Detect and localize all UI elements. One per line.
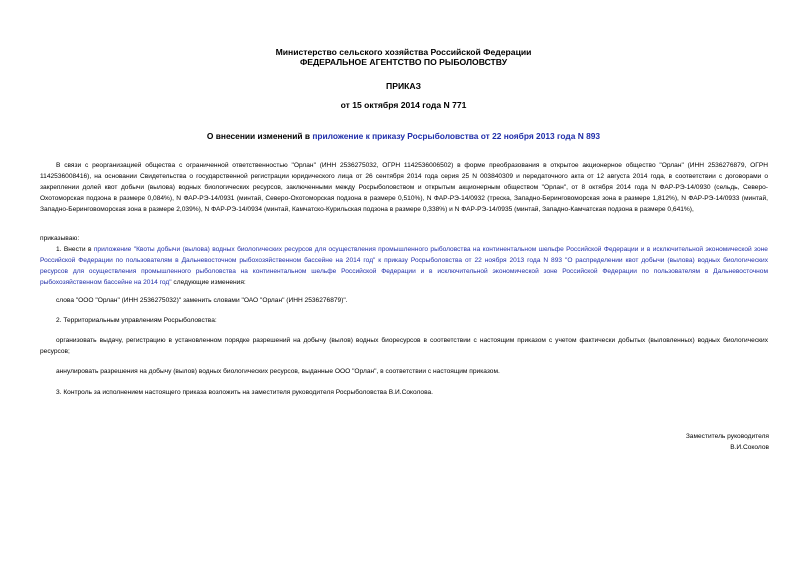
item1-suffix: следующие изменения: xyxy=(171,279,246,286)
item-3-paragraph: 3. Контроль за исполнением настоящего приказа возложить на заместителя руководителя Росрыболовства В.И.Соколова. xyxy=(56,389,433,396)
doc-type: ПРИКАЗ xyxy=(386,81,421,91)
item1-prefix: 1. Внести в xyxy=(56,246,94,253)
signature-position: Заместитель руководителя xyxy=(685,433,769,440)
item-2a-paragraph: организовать выдачу, регистрацию в установленном порядке разрешений на добычу (вылов) водных биоресурсов в соответствии с настоящим приказом с учетом фактически добытых (выловленных) водных биологических ресурсов; xyxy=(40,337,768,355)
ministry-heading xyxy=(0,47,807,67)
signature-name: В.И.Соколов xyxy=(730,444,769,451)
item-2b-paragraph: аннулировать разрешения на добычу (вылов) водных биологических ресурсов, выданные ООО "Орлан", в соответствии с настоящим приказом. xyxy=(56,368,500,375)
item1-link[interactable]: приложение "Квоты добычи (вылова) водных биологических ресурсов для осуществления промышленного рыболовства на континентальном шельфе Российской Федерации и в исключительной экономической зоне Российской Федерации по пользователям в Дальневосточном рыбохозяйственном бассейне на 2014 год" к приказу Росрыболовства от 22 ноября 2013 года N 893 "О распределении квот добычи (вылова) водных биологических ресурсов для осуществления промышленного рыболовства на континентальном шельфе Российской Федерации и в исключительной экономической зоне Российской Федерации по пользователям в Дальневосточном рыбохозяйственном бассейне на 2014 год" xyxy=(40,246,768,286)
agency-name: ФЕДЕРАЛЬНОЕ АГЕНТСТВО ПО РЫБОЛОВСТВУ xyxy=(299,57,508,67)
preamble-paragraph: В связи с реорганизацией общества с ограниченной ответственностью "Орлан" (ИНН 2536275032, ОГРН 1142536006502) в форме преобразования в открытое акционерное общество "Орлан" (ИНН 2536276879, ОГРН 1142536008416), на основании Свидетельства о государственной регистрации юридического лица от 26 сентября 2014 года серия 25 N 003840309 и передаточного акта от 12 августа 2014 года, в соответствии с договорами о закреплении долей квот добычи (вылова) водных биологических ресурсов, заключенными между Росрыболовством и открытым акционерным обществом "Орлан", от 8 октября 2014 года N ФАР-РЭ-14/0930 (сельдь, Северо-Охотоморская подзона в размере 0,084%), N ФАР-РЭ-14/0931 (минтай, Северо-Охотоморская подзона в размере 0,510%), N ФАР-РЭ-14/0932 (треска, Западно-Беринговоморская зона в размере 1,812%), N ФАР-РЭ-14/0933 (минтай, Западно-Беринговоморская зона в размере 2,039%), N ФАР-РЭ-14/0934 (минтай, Камчатско-Курильская подзона в размере 0,338%) и N ФАР-РЭ-14/0935 (минтай, Западно-Камчатская подзона в размере 0,641%), xyxy=(40,162,768,213)
subject-prefix: О внесении изменений в xyxy=(206,131,313,141)
item-1-paragraph xyxy=(40,244,768,288)
signature-block xyxy=(686,431,769,453)
order-word: приказываю: xyxy=(40,235,80,242)
doc-date-number: от 15 октября 2014 года N 771 xyxy=(340,100,467,110)
subject-link[interactable]: приложение к приказу Росрыболовства от 22 ноября 2013 года N 893 xyxy=(312,131,601,141)
item-2-heading: 2. Территориальным управлениям Росрыболовства: xyxy=(56,317,217,324)
doc-subject xyxy=(0,131,807,141)
ministry-name: Министерство сельского хозяйства Российской Федерации xyxy=(275,47,532,57)
replace-line: слова "ООО "Орлан" (ИНН 2536275032)" заменить словами "ОАО "Орлан" (ИНН 2536276879)". xyxy=(56,297,348,304)
